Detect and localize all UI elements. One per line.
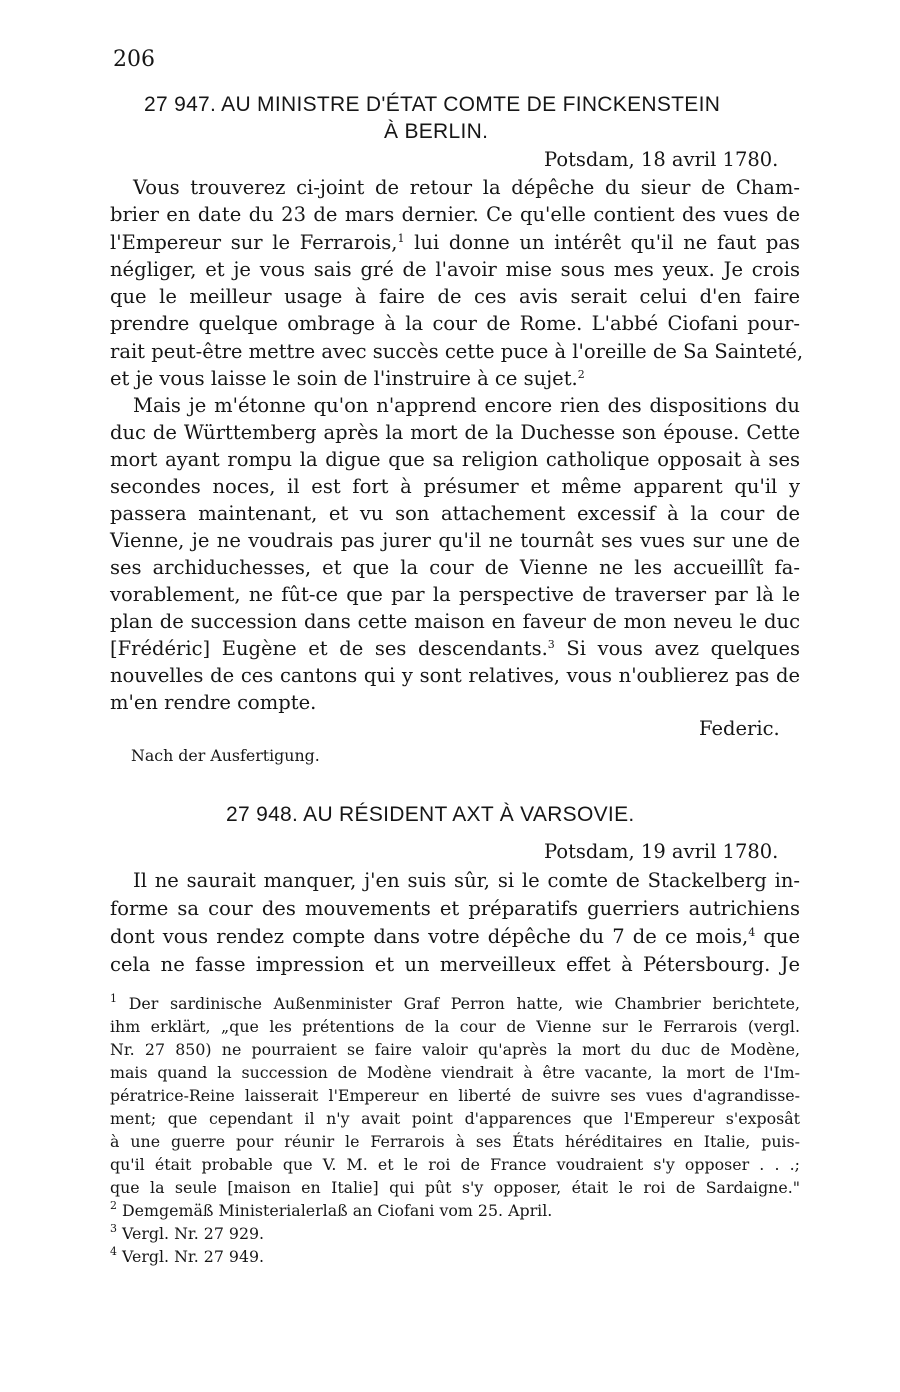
footnote-marker: 2 bbox=[110, 1199, 117, 1212]
footnote-3: $^3$ Vergl. Nr. 27 929. bbox=[110, 1222, 265, 1243]
body-line: plan de succession dans cette maison en faveur de mon neveu le duc bbox=[110, 610, 800, 633]
signature: Federic. bbox=[699, 717, 780, 740]
body-line: secondes noces, il est fort à présumer et même apparent qu'il y bbox=[110, 475, 800, 498]
footnote-ref: 4 bbox=[748, 926, 756, 939]
body-line: passera maintenant, et vu son attachement excessif à la cour de bbox=[110, 502, 800, 525]
footnote-ref: 1 bbox=[397, 232, 405, 245]
footnote-line: que la seule [maison en Italie] qui pût s'y opposer, était le roi de Sardaigne." bbox=[110, 1178, 800, 1197]
body-line: nouvelles de ces cantons qui y sont relatives, vous n'oublierez pas de bbox=[110, 664, 800, 687]
body-line: et je vous laisse le soin de l'instruire à ce sujet.$^2$ bbox=[110, 367, 585, 390]
footnote-marker: 3 bbox=[110, 1222, 117, 1235]
body-line: [Frédéric] Eugène et de ses descendants.$^3$ Si vous avez quelques bbox=[110, 637, 800, 660]
letter-heading: 27 947. AU MINISTRE D'ÉTAT COMTE DE FINCKENSTEIN bbox=[144, 93, 721, 116]
footnote-line: mais quand la succession de Modène viendrait à être vacante, la mort de l'Im- bbox=[110, 1063, 800, 1082]
letter-heading-continued: À BERLIN. bbox=[384, 120, 489, 143]
footnote-4: $^4$ Vergl. Nr. 27 949. bbox=[110, 1245, 265, 1266]
body-line: Mais je m'étonne qu'on n'apprend encore rien des dispositions du bbox=[133, 394, 800, 417]
body-line: Vienne, je ne voudrais pas jurer qu'il ne tournât ses vues sur une de bbox=[110, 529, 800, 552]
body-line: rait peut-être mettre avec succès cette puce à l'oreille de Sa Sainteté, bbox=[110, 340, 804, 363]
page-number: 206 bbox=[113, 47, 155, 72]
footnote-line: qu'il était probable que V. M. et le roi de France voudraient s'y opposer . . .; bbox=[110, 1155, 800, 1174]
footnote-line: à une guerre pour réunir le Ferrarois à ses États héréditaires en Italie, puis- bbox=[110, 1132, 800, 1151]
body-line: cela ne fasse impression et un merveilleux effet à Pétersbourg. Je bbox=[110, 953, 800, 976]
letter-heading: 27 948. AU RÉSIDENT AXT À VARSOVIE. bbox=[226, 803, 635, 826]
footnote-line: Nr. 27 850) ne pourraient se faire valoir qu'après la mort du duc de Modène, bbox=[110, 1040, 800, 1059]
footnote-line: ment; que cependant il n'y avait point d'apparences que l'Empereur s'exposât bbox=[110, 1109, 800, 1128]
body-line: négliger, et je vous sais gré de l'avoir mise sous mes yeux. Je crois bbox=[110, 258, 800, 281]
body-line: que le meilleur usage à faire de ces avis serait celui d'en faire bbox=[110, 285, 800, 308]
body-line: Il ne saurait manquer, j'en suis sûr, si le comte de Stackelberg in- bbox=[133, 869, 800, 892]
body-line: duc de Württemberg après la mort de la Duchesse son épouse. Cette bbox=[110, 421, 800, 444]
footnote-line: pératrice-Reine laisserait l'Empereur en liberté de suivre ses vues d'agrandisse- bbox=[110, 1086, 800, 1105]
body-line: m'en rendre compte. bbox=[110, 691, 317, 714]
body-line: ses archiduchesses, et que la cour de Vienne ne les accueillît fa- bbox=[110, 556, 800, 579]
footnote-2: $^2$ Demgemäß Ministerialerlaß an Ciofani vom 25. April. bbox=[110, 1199, 553, 1220]
body-line: prendre quelque ombrage à la cour de Rome. L'abbé Ciofani pour- bbox=[110, 312, 800, 335]
body-line: Vous trouverez ci-joint de retour la dépêche du sieur de Cham- bbox=[133, 176, 800, 199]
source-note: Nach der Ausfertigung. bbox=[131, 746, 320, 765]
footnote-marker: 4 bbox=[110, 1245, 117, 1258]
footnote-ref: 3 bbox=[547, 638, 555, 651]
body-line: vorablement, ne fût-ce que par la perspective de traverser par là le bbox=[110, 583, 800, 606]
body-line: forme sa cour des mouvements et préparatifs guerriers autrichiens bbox=[110, 897, 800, 920]
body-line: mort ayant rompu la digue que sa religion catholique opposait à ses bbox=[110, 448, 800, 471]
body-line: l'Empereur sur le Ferrarois,$^1$ lui donne un intérêt qu'il ne faut pas bbox=[110, 231, 800, 254]
footnote-1: $^1$ Der sardinische Außenminister Graf Perron hatte, wie Chambrier berichtete, bbox=[110, 992, 800, 1013]
letter-dateline: Potsdam, 19 avril 1780. bbox=[544, 840, 779, 863]
body-line: brier en date du 23 de mars dernier. Ce qu'elle contient des vues de bbox=[110, 203, 800, 226]
letter-dateline: Potsdam, 18 avril 1780. bbox=[544, 148, 779, 171]
footnote-line: ihm erklärt, „que les prétentions de la cour de Vienne sur le Ferrarois (vergl. bbox=[110, 1017, 800, 1036]
footnote-ref: 2 bbox=[577, 368, 585, 381]
footnote-marker: 1 bbox=[110, 992, 117, 1005]
body-line: dont vous rendez compte dans votre dépêche du 7 de ce mois,$^4$ que bbox=[110, 925, 800, 948]
